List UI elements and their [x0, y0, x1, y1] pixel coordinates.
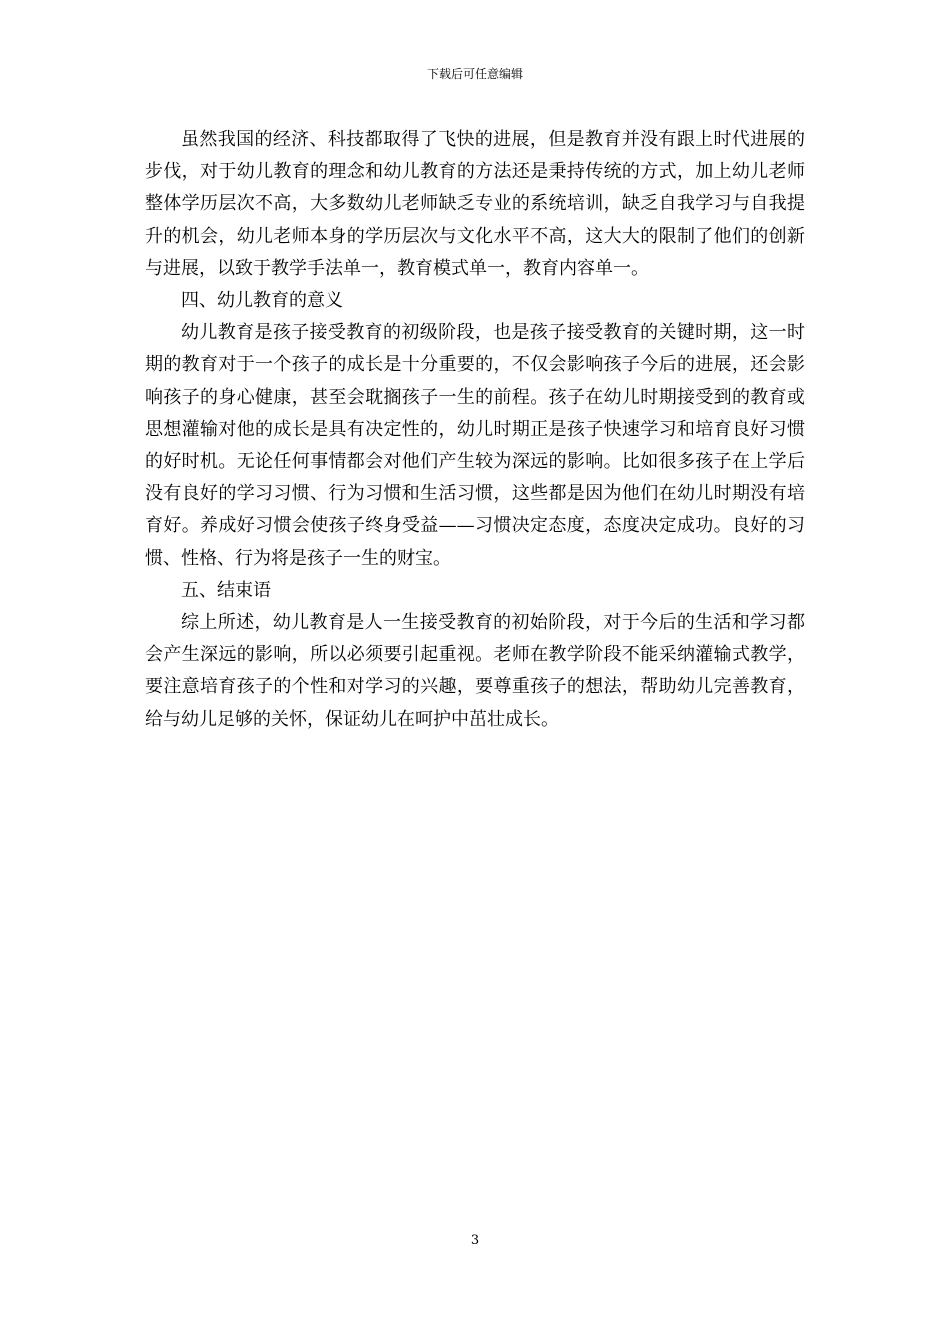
- document-body: [145, 124, 805, 736]
- page-number: 3: [470, 1233, 480, 1248]
- page-header: 下载后可任意编辑: [426, 67, 523, 81]
- section-heading-conclusion: 五、结束语: [181, 579, 271, 601]
- paragraph-education-lag: 虽然我国的经济、科技都取得了飞快的进展，但是教育并没有跟上时代进展的步伐，对于幼儿教育的理念和幼儿教育的方法还是秉持传统的方式，加上幼儿老师整体学历层次不高，大多数幼儿老师缺乏专业的系统培训，缺乏自我学习与自我提升的机会，幼儿老师本身的学历层次与文化水平不高，这大大的限制了他们的创新与进展，以致于教学手法单一，教育模式单一，教育内容单一。: [145, 129, 805, 279]
- paragraph-significance: 幼儿教育是孩子接受教育的初级阶段，也是孩子接受教育的关键时期，这一时期的教育对于一个孩子的成长是十分重要的，不仅会影响孩子今后的进展，还会影响孩子的身心健康，甚至会耽搁孩子一生的前程。孩子在幼儿时期接受到的教育或思想灌输对他的成长是具有决定性的，幼儿时期正是孩子快速学习和培育良好习惯的好时机。无论任何事情都会对他们产生较为深远的影响。比如很多孩子在上学后没有良好的学习习惯、行为习惯和生活习惯，这些都是因为他们在幼儿时期没有培育好。养成好习惯会使孩子终身受益——习惯决定态度，态度决定成功。良好的习惯、性格、行为将是孩子一生的财宝。: [145, 322, 805, 569]
- section-heading-significance: 四、幼儿教育的意义: [181, 290, 343, 312]
- paragraph-conclusion: 综上所述，幼儿教育是人一生接受教育的初始阶段，对于今后的生活和学习都会产生深远的影响，所以必须要引起重视。老师在教学阶段不能采纳灌输式教学，要注意培育孩子的个性和对学习的兴趣，要尊重孩子的想法，帮助幼儿完善教育，给与幼儿足够的关怀，保证幼儿在呵护中茁壮成长。: [145, 612, 805, 730]
